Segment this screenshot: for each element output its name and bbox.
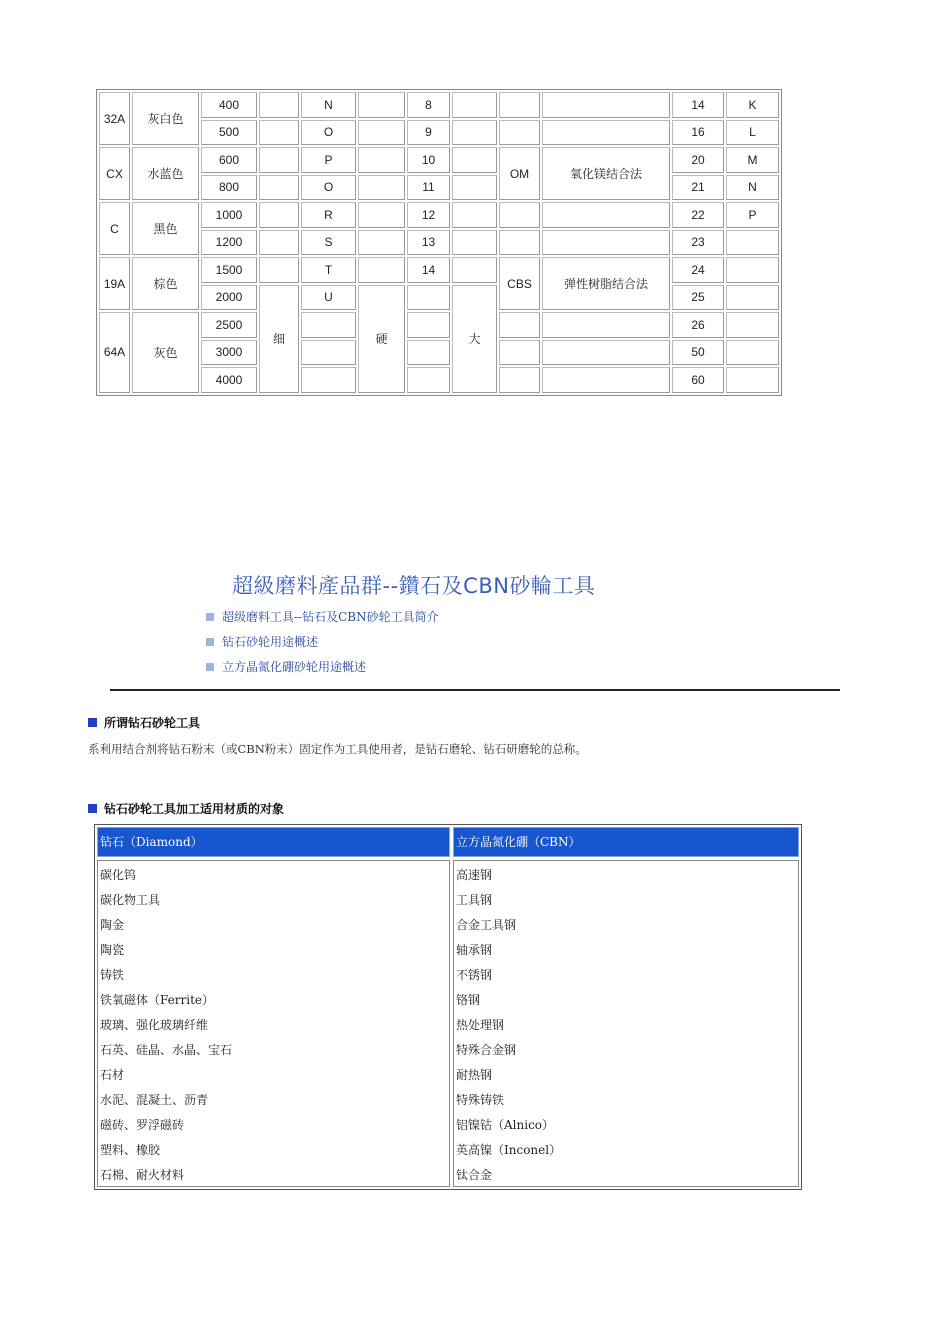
empty-cell xyxy=(407,367,450,393)
nav-link-intro[interactable] xyxy=(206,608,439,633)
empty-cell xyxy=(358,202,405,228)
cbn-column-header: 立方晶氮化硼（CBN） xyxy=(453,827,799,857)
bullet-square-icon xyxy=(206,613,214,621)
grit-size: 1500 xyxy=(201,257,257,283)
cbn-material-item: 钛合金 xyxy=(456,1168,493,1182)
materials-table xyxy=(94,824,802,1190)
cbn-material-item: 耐热钢 xyxy=(456,1068,493,1082)
definition-paragraph: 系利用结合剂将钻石粉末（或CBN粉末）固定作为工具使用者，是钻石磨轮、钻石研磨轮的总称。 xyxy=(88,742,587,756)
empty-cell xyxy=(452,257,497,283)
structure: 14 xyxy=(407,257,450,283)
empty-cell xyxy=(259,92,299,118)
hardness-letter: L xyxy=(726,120,779,146)
grade: O xyxy=(301,175,356,201)
cbn-material-item: 高速钢 xyxy=(456,868,493,882)
empty-cell xyxy=(358,230,405,256)
bullet-square-icon xyxy=(206,638,214,646)
diamond-material-item: 石棉、耐火材料 xyxy=(100,1168,185,1182)
empty-cell xyxy=(358,147,405,173)
empty-cell xyxy=(259,257,299,283)
nav-link-label: 钻石砂轮用途概述 xyxy=(222,635,319,649)
nav-link-list xyxy=(206,608,439,683)
structure: 12 xyxy=(407,202,450,228)
diamond-material-item: 碳化钨 xyxy=(100,868,137,882)
grade: P xyxy=(301,147,356,173)
fine-label: 细 xyxy=(259,285,299,393)
abrasive-code: 19A xyxy=(99,257,130,310)
cbn-material-item: 特殊合金钢 xyxy=(456,1043,517,1057)
bond-code: CBS xyxy=(499,257,540,310)
hardness-letter: P xyxy=(726,202,779,228)
grade: T xyxy=(301,257,356,283)
hardness-number: 50 xyxy=(672,340,724,366)
grit-size: 2000 xyxy=(201,285,257,311)
empty-cell xyxy=(726,340,779,366)
structure: 9 xyxy=(407,120,450,146)
grit-size: 800 xyxy=(201,175,257,201)
empty-cell xyxy=(542,92,670,118)
grit-size: 2500 xyxy=(201,312,257,338)
nav-link-cbn-uses[interactable] xyxy=(206,658,439,683)
abrasive-code: CX xyxy=(99,147,130,200)
cbn-material-item: 特殊铸铁 xyxy=(456,1093,505,1107)
grit-size: 1000 xyxy=(201,202,257,228)
bullet-square-icon xyxy=(88,718,97,727)
hardness-number: 14 xyxy=(672,92,724,118)
diamond-material-item: 塑料、橡胶 xyxy=(100,1143,161,1157)
section-banner-title: 超級磨料產品群--鑽石及CBN砂輪工具 xyxy=(232,574,596,598)
grit-size: 1200 xyxy=(201,230,257,256)
horizontal-divider xyxy=(110,689,840,691)
diamond-materials-column xyxy=(97,860,450,1187)
grade: O xyxy=(301,120,356,146)
large-label: 大 xyxy=(452,285,497,393)
cbn-material-item: 工具钢 xyxy=(456,893,493,907)
empty-cell xyxy=(358,120,405,146)
structure: 11 xyxy=(407,175,450,201)
cbn-material-item: 铝镍钴（Alnico） xyxy=(456,1118,555,1132)
abrasive-color: 水蓝色 xyxy=(132,147,199,200)
bullet-square-icon xyxy=(88,804,97,813)
abrasive-color: 灰白色 xyxy=(132,92,199,145)
hardness-number: 24 xyxy=(672,257,724,283)
empty-cell xyxy=(542,312,670,338)
empty-cell xyxy=(259,230,299,256)
section-heading-definition xyxy=(88,714,200,731)
hardness-number: 60 xyxy=(672,367,724,393)
cbn-material-item: 热处理钢 xyxy=(456,1018,505,1032)
grade: R xyxy=(301,202,356,228)
empty-cell xyxy=(259,120,299,146)
empty-cell xyxy=(726,312,779,338)
empty-cell xyxy=(499,312,540,338)
cbn-materials-column xyxy=(453,860,799,1187)
empty-cell xyxy=(542,120,670,146)
empty-cell xyxy=(452,120,497,146)
abrasive-spec-table xyxy=(96,89,782,396)
diamond-material-item: 铸铁 xyxy=(100,968,125,982)
nav-link-label: 超级磨料工具--钻石及CBN砂轮工具简介 xyxy=(222,610,439,624)
empty-cell xyxy=(407,285,450,311)
diamond-material-item: 玻璃、强化玻璃纤维 xyxy=(100,1018,209,1032)
empty-cell xyxy=(407,340,450,366)
empty-cell xyxy=(726,285,779,311)
bond-name: 氧化镁结合法 xyxy=(542,147,670,200)
structure: 10 xyxy=(407,147,450,173)
structure: 8 xyxy=(407,92,450,118)
empty-cell xyxy=(452,230,497,256)
empty-cell xyxy=(499,230,540,256)
hardness-number: 22 xyxy=(672,202,724,228)
diamond-material-item: 磁砖、罗浮磁砖 xyxy=(100,1118,185,1132)
empty-cell xyxy=(499,202,540,228)
empty-cell xyxy=(259,202,299,228)
empty-cell xyxy=(407,312,450,338)
diamond-material-item: 铁氧磁体（Ferrite） xyxy=(100,993,215,1007)
empty-cell xyxy=(499,92,540,118)
cbn-material-item: 铬钢 xyxy=(456,993,481,1007)
empty-cell xyxy=(301,312,356,338)
empty-cell xyxy=(358,175,405,201)
hardness-number: 26 xyxy=(672,312,724,338)
abrasive-color: 黑色 xyxy=(132,202,199,255)
cbn-material-item: 英高镍（Inconel） xyxy=(456,1143,562,1157)
grade: S xyxy=(301,230,356,256)
diamond-material-item: 陶金 xyxy=(100,918,125,932)
hard-label: 硬 xyxy=(358,285,405,393)
abrasive-code: 64A xyxy=(99,312,130,393)
empty-cell xyxy=(452,92,497,118)
grit-size: 500 xyxy=(201,120,257,146)
nav-link-diamond-uses[interactable] xyxy=(206,633,439,658)
structure: 13 xyxy=(407,230,450,256)
bond-code: OM xyxy=(499,147,540,200)
empty-cell xyxy=(358,257,405,283)
empty-cell xyxy=(542,230,670,256)
section-heading-materials xyxy=(88,800,284,817)
grade: N xyxy=(301,92,356,118)
empty-cell xyxy=(542,202,670,228)
abrasive-code: C xyxy=(99,202,130,255)
abrasive-color: 灰色 xyxy=(132,312,199,393)
diamond-material-item: 石英、硅晶、水晶、宝石 xyxy=(100,1043,233,1057)
abrasive-color: 棕色 xyxy=(132,257,199,310)
bullet-square-icon xyxy=(206,663,214,671)
abrasive-code: 32A xyxy=(99,92,130,145)
diamond-material-item: 水泥、混凝土、沥青 xyxy=(100,1093,209,1107)
empty-cell xyxy=(726,230,779,256)
grit-size: 3000 xyxy=(201,340,257,366)
heading-text: 所谓钻石砂轮工具 xyxy=(104,716,201,730)
grit-size: 600 xyxy=(201,147,257,173)
hardness-number: 16 xyxy=(672,120,724,146)
empty-cell xyxy=(452,147,497,173)
grit-size: 400 xyxy=(201,92,257,118)
bond-name: 弹性树脂结合法 xyxy=(542,257,670,310)
grit-size: 4000 xyxy=(201,367,257,393)
diamond-material-item: 石材 xyxy=(100,1068,125,1082)
hardness-number: 20 xyxy=(672,147,724,173)
hardness-number: 23 xyxy=(672,230,724,256)
nav-link-label: 立方晶氮化硼砂轮用途概述 xyxy=(222,660,367,674)
empty-cell xyxy=(499,120,540,146)
cbn-material-item: 合金工具钢 xyxy=(456,918,517,932)
diamond-material-item: 陶瓷 xyxy=(100,943,125,957)
cbn-material-item: 轴承钢 xyxy=(456,943,493,957)
empty-cell xyxy=(301,367,356,393)
diamond-material-item: 碳化物工具 xyxy=(100,893,161,907)
hardness-letter: N xyxy=(726,175,779,201)
empty-cell xyxy=(726,257,779,283)
empty-cell xyxy=(452,202,497,228)
empty-cell xyxy=(726,367,779,393)
diamond-column-header: 钻石（Diamond） xyxy=(97,827,450,857)
grade: U xyxy=(301,285,356,311)
hardness-letter: M xyxy=(726,147,779,173)
heading-text: 钻石砂轮工具加工适用材质的对象 xyxy=(104,802,285,816)
empty-cell xyxy=(499,367,540,393)
hardness-number: 25 xyxy=(672,285,724,311)
empty-cell xyxy=(301,340,356,366)
empty-cell xyxy=(259,147,299,173)
empty-cell xyxy=(452,175,497,201)
cbn-material-item: 不锈钢 xyxy=(456,968,493,982)
empty-cell xyxy=(542,367,670,393)
hardness-number: 21 xyxy=(672,175,724,201)
empty-cell xyxy=(542,340,670,366)
empty-cell xyxy=(499,340,540,366)
empty-cell xyxy=(358,92,405,118)
empty-cell xyxy=(259,175,299,201)
hardness-letter: K xyxy=(726,92,779,118)
